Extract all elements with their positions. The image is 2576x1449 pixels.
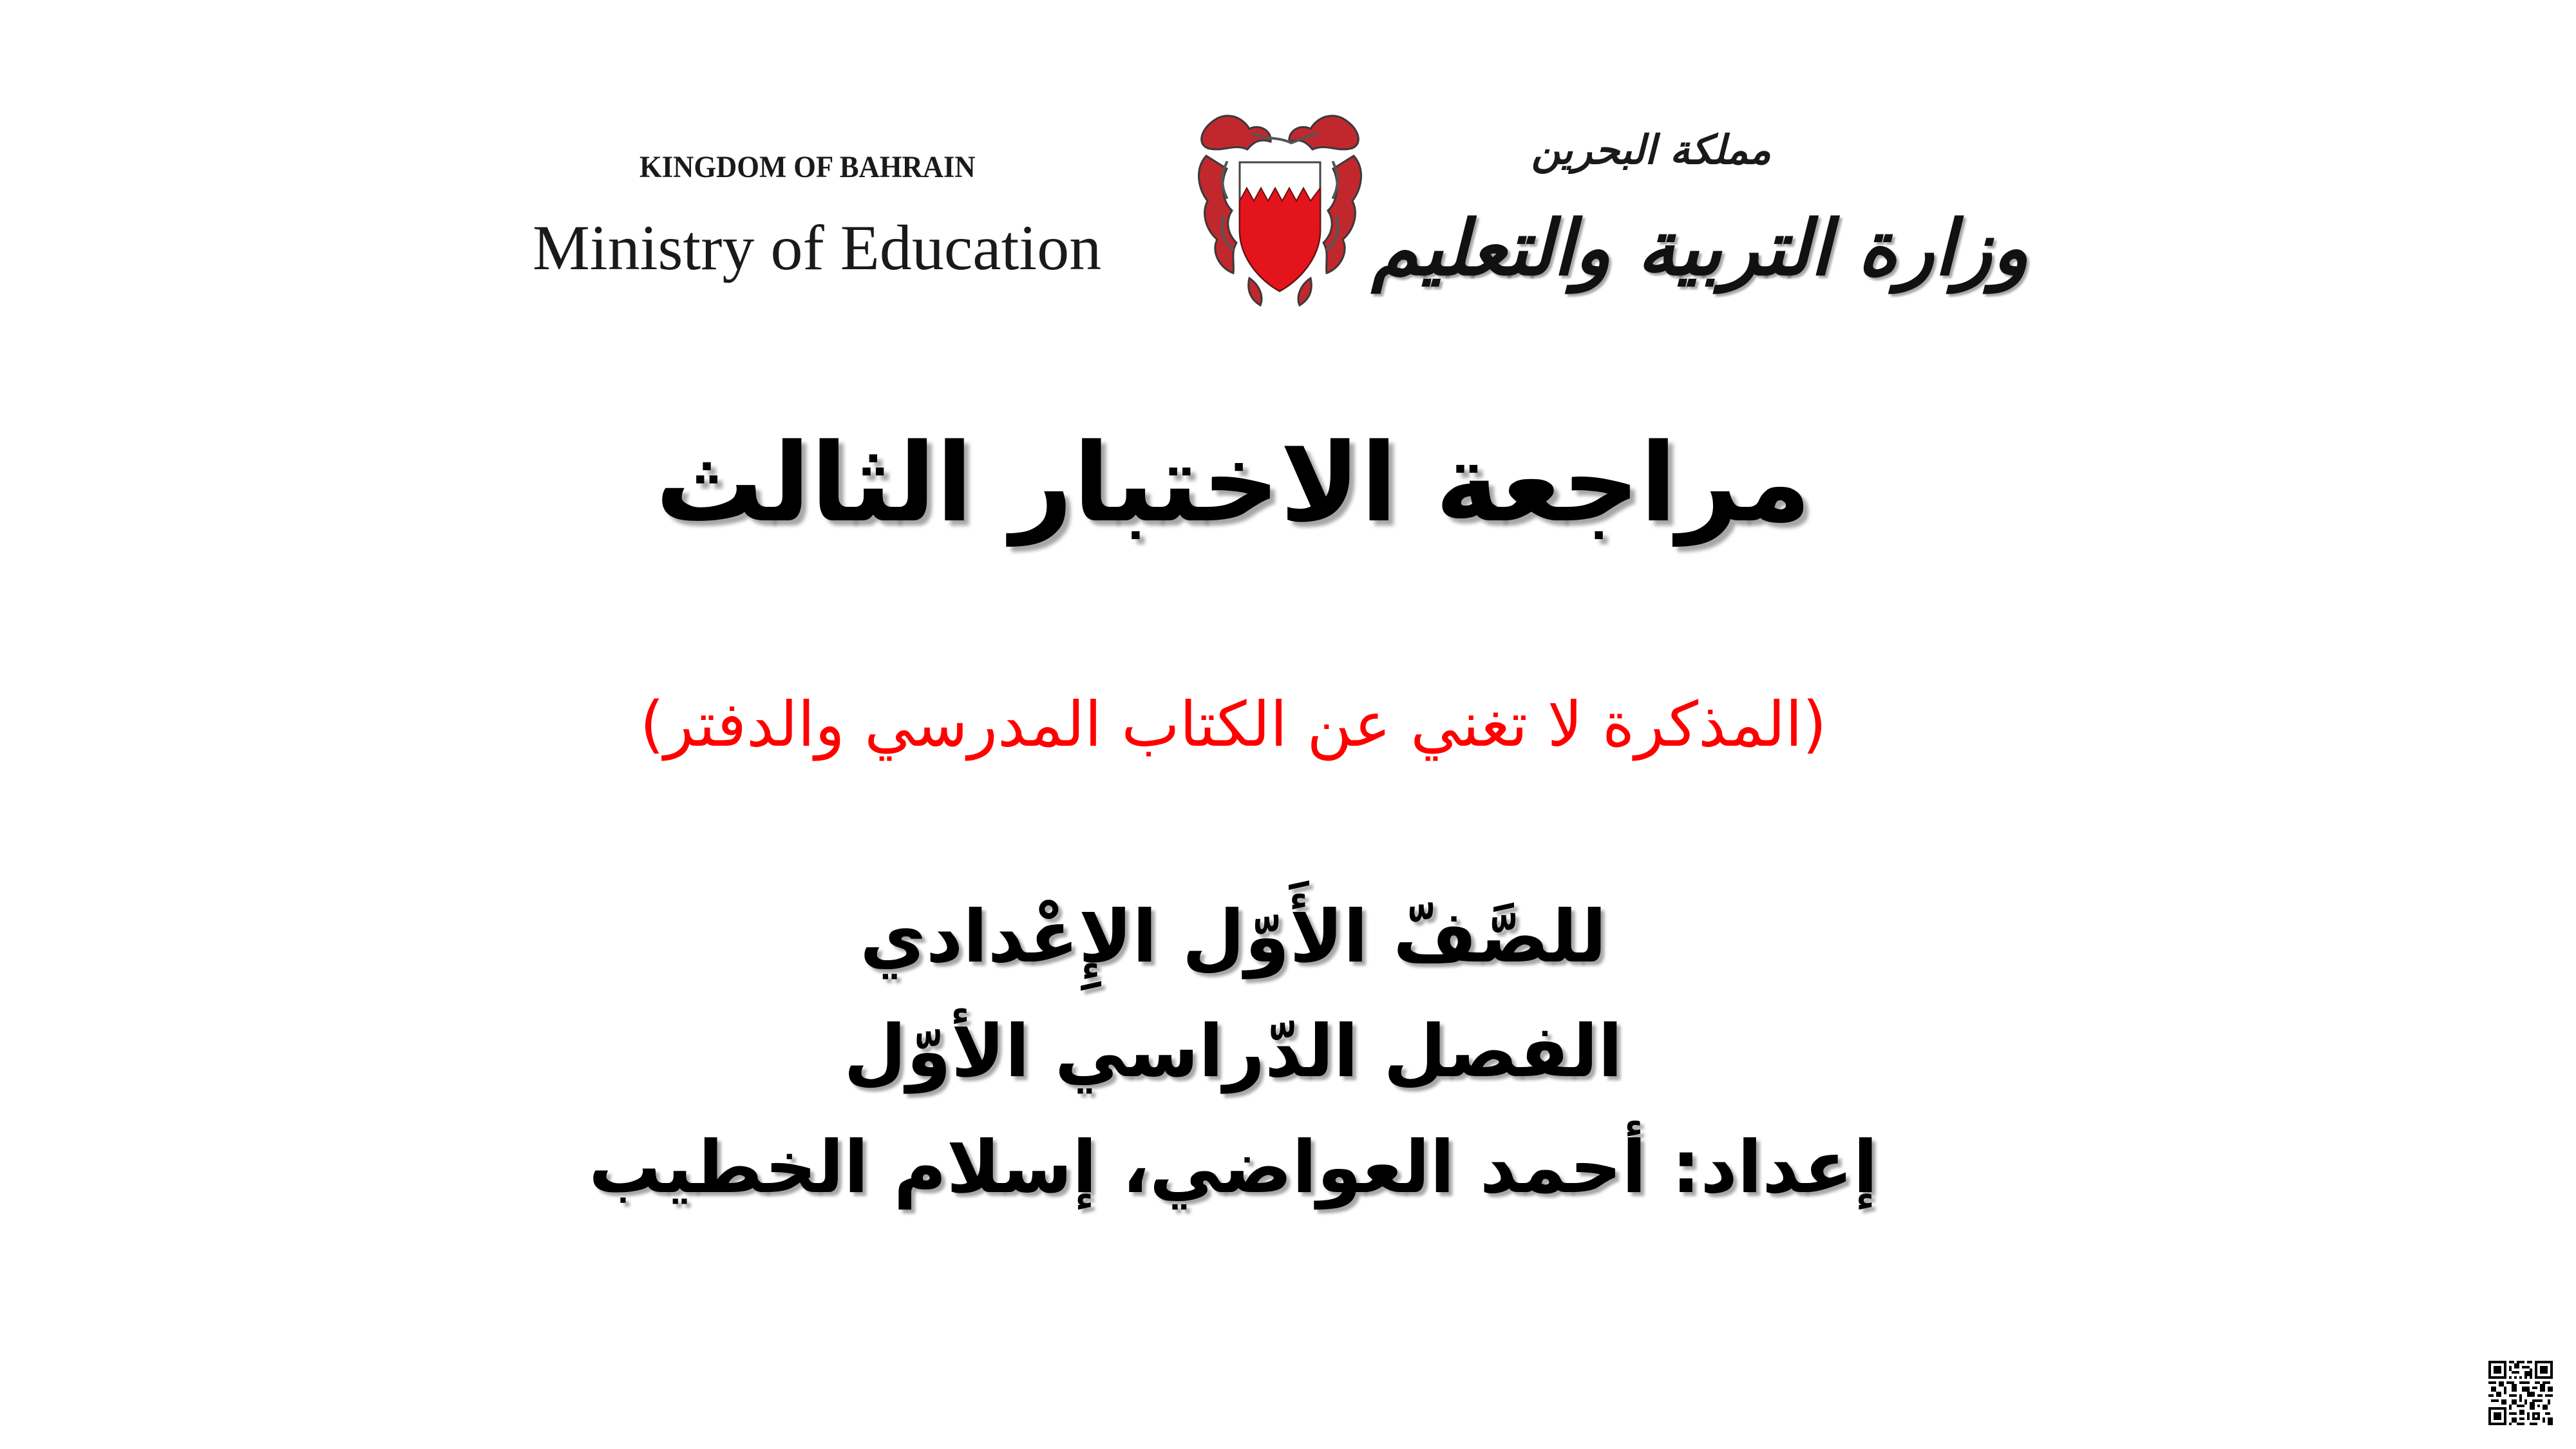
- disclaimer-note: (المذكرة لا تغني عن الكتاب المدرسي والدفتر): [639, 688, 1827, 761]
- english-ministry-label: Ministry of Education: [533, 212, 1102, 283]
- arabic-kingdom-label: مملكة البحرين: [1531, 126, 1771, 173]
- qr-code-icon[interactable]: [2488, 1361, 2553, 1425]
- page-title: مراجعة الاختبار الثالث: [655, 420, 1812, 546]
- semester-label: الفصل الدّراسي الأوّل: [844, 1010, 1623, 1094]
- authors-label: إعداد: أحمد العواضي، إسلام الخطيب: [589, 1126, 1878, 1209]
- bahrain-coat-of-arms-icon: [1188, 104, 1372, 307]
- english-kingdom-label: KINGDOM OF BAHRAIN: [639, 150, 976, 184]
- grade-label: للصَّفّ الأَوّل الإِعْدادي: [860, 895, 1607, 979]
- arabic-ministry-label: وزارة التربية والتعليم: [1371, 203, 2029, 292]
